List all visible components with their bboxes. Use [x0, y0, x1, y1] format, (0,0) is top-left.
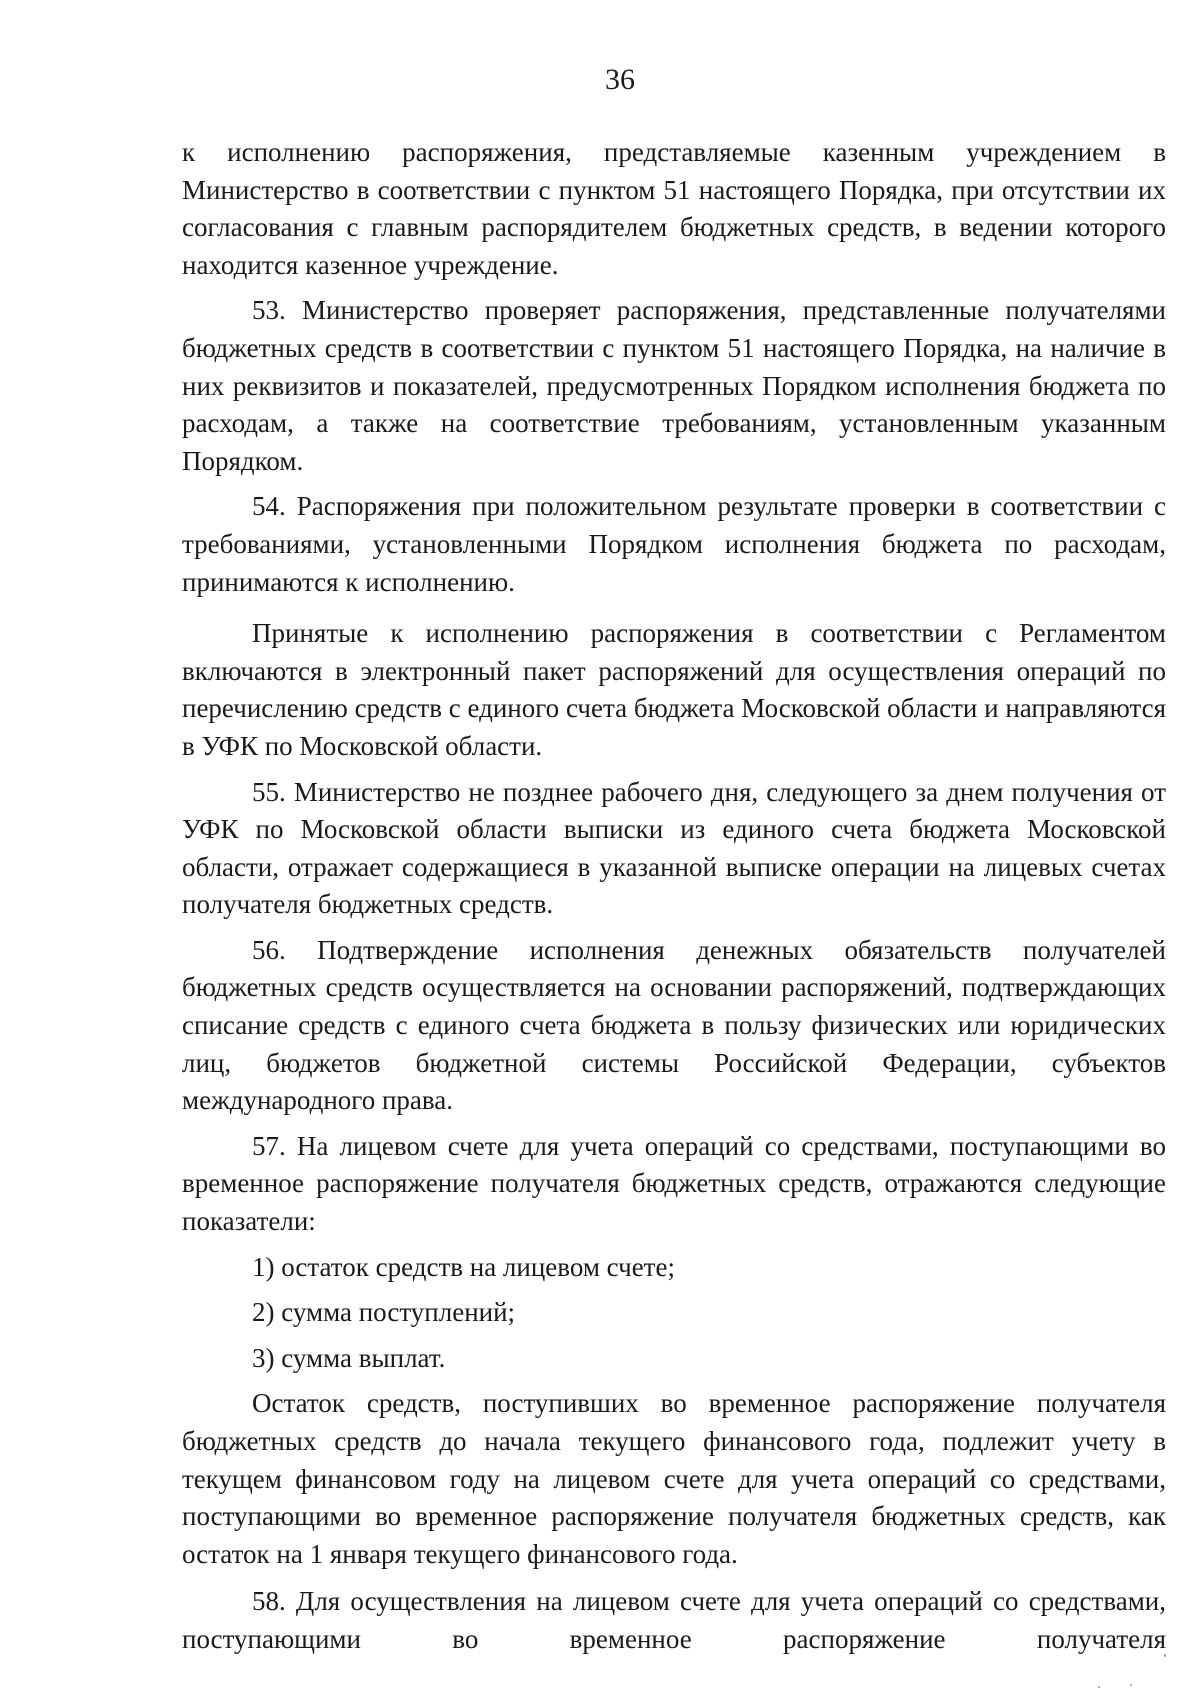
scan-artifact: [1130, 1684, 1132, 1686]
list-item-1: 1) остаток средств на лицевом счете;: [252, 1251, 675, 1282]
paragraph-54-continuation: Принятые к исполнению распоряжения в соответствии с Регламентом включаются в электронный пакет распоряжений для осуществления операций по перечислению средств с единого счета бюджета Московской области и направляются в УФК по Московской области.: [182, 618, 1166, 761]
paragraph-57: 57. На лицевом счете для учета операций со средствами, поступающими во временное распоряжение получателя бюджетных средств, отражаются следующие показатели:: [182, 1130, 1166, 1237]
paragraph-54: 54. Распоряжения при положительном результате проверки в соответствии с требованиями, установленными Порядком исполнения бюджета по расходам, принимаются к исполнению.: [182, 491, 1166, 597]
list-item-2: 2) сумма поступлений;: [252, 1297, 516, 1328]
scan-artifact: [1098, 1686, 1100, 1688]
list-item-3: 3) сумма выплат.: [252, 1342, 446, 1373]
document-body: [182, 134, 1166, 1659]
paragraph-53: 53. Министерство проверяет распоряжения, представленные получателями бюджетных средств в соответствии с пунктом 51 настоящего Порядка, на наличие в них реквизитов и показателей, предусмотренных Порядком исполнения бюджета по расходам, а также на соответствие требованиям, установленным указанным Порядком.: [182, 295, 1166, 476]
paragraph-56: 56. Подтверждение исполнения денежных обязательств получателей бюджетных средств осуществляется на основании распоряжений, подтверждающих списание средств с единого счета бюджета в пользу физических или юридических лиц, бюджетов бюджетной системы Российской Федерации, субъектов международного права.: [182, 934, 1166, 1116]
paragraph-55: 55. Министерство не позднее рабочего дня, следующего за днем получения от УФК по Московской области выписки из единого счета бюджета Московской области, отражает содержащиеся в указанной выписке операции на лицевых счетах получателя бюджетных средств.: [182, 776, 1166, 920]
page-number: 36: [605, 63, 635, 96]
scan-artifact: [1164, 1654, 1166, 1657]
paragraph-57-continuation: Остаток средств, поступивших во временное распоряжение получателя бюджетных средств до начала текущего финансового года, подлежит учету в текущем финансовом году на лицевом счете для учета операций со средствами, поступающими во временное распоряжение получателя бюджетных средств, как остаток на 1 января текущего финансового года.: [182, 1388, 1166, 1569]
paragraph-58: 58. Для осуществления на лицевом счете для учета операций со средствами, поступающими во временное распоряжение получателя: [182, 1586, 1166, 1654]
paragraph-continuation: к исполнению распоряжения, представляемые казенным учреждением в Министерство в соответствии с пунктом 51 настоящего Порядка, при отсутствии их согласования с главным распорядителем бюджетных средств, в ведении которого находится казенное учреждение.: [182, 137, 1166, 280]
